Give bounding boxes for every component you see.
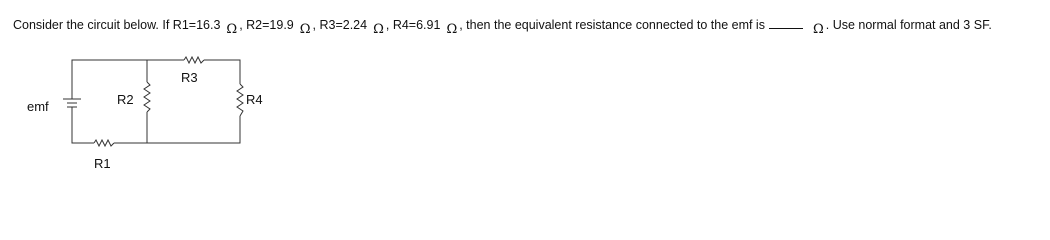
r3-resistor bbox=[184, 57, 204, 63]
r2-resistor bbox=[144, 82, 150, 112]
left-wire-bottom bbox=[72, 107, 94, 143]
r1-resistor bbox=[94, 140, 114, 146]
r4-resistor bbox=[237, 84, 243, 116]
top-wire-right bbox=[204, 60, 240, 84]
ohm-symbol: Ω bbox=[373, 22, 384, 37]
question-intro: Consider the circuit below. If R1=16.3 bbox=[13, 18, 221, 32]
question-r4: , R4=6.91 bbox=[385, 18, 441, 32]
r4-label: R4 bbox=[246, 92, 263, 107]
question-middle: , then the equivalent resistance connected to the emf is bbox=[459, 18, 765, 32]
question-ending: . Use normal format and 3 SF. bbox=[825, 18, 992, 32]
question-r3: , R3=2.24 bbox=[312, 18, 368, 32]
r3-label: R3 bbox=[181, 70, 198, 85]
circuit-wires bbox=[72, 60, 240, 143]
bottom-wire bbox=[114, 116, 240, 143]
top-wire-left bbox=[72, 60, 184, 62]
ohm-symbol: Ω bbox=[812, 22, 824, 37]
ohm-symbol: Ω bbox=[446, 22, 458, 37]
emf-source bbox=[63, 99, 81, 107]
question-r2: , R2=19.9 bbox=[239, 18, 294, 32]
ohm-symbol: Ω bbox=[299, 22, 311, 37]
r1-label: R1 bbox=[94, 156, 111, 171]
r2-label: R2 bbox=[117, 92, 134, 107]
ohm-symbol: Ω bbox=[226, 22, 238, 37]
emf-label: emf bbox=[27, 99, 49, 114]
